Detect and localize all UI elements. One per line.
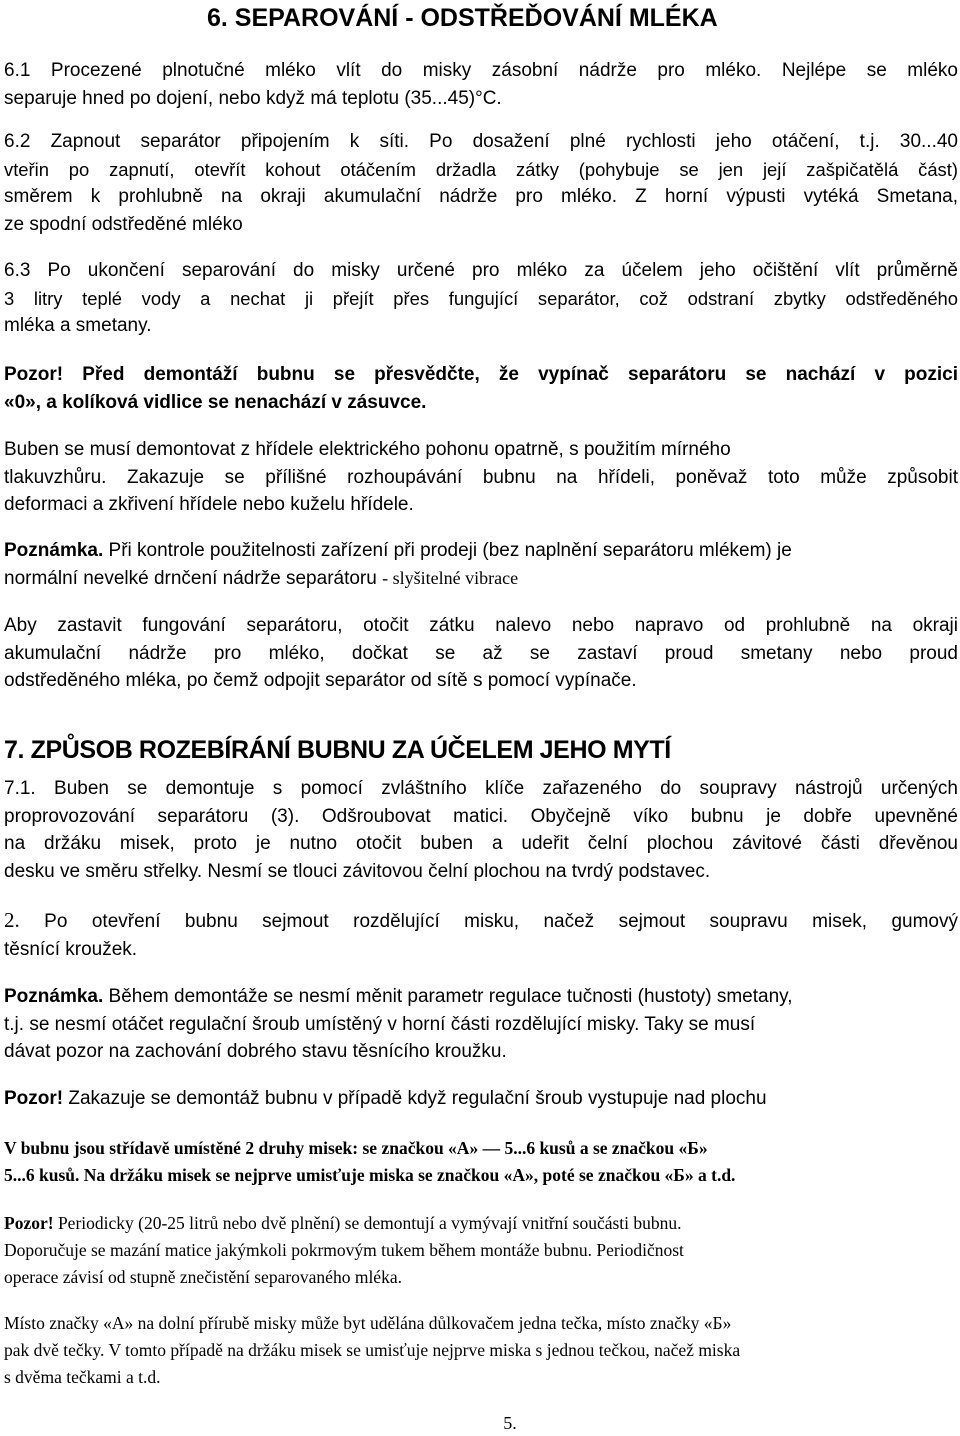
paragraph-7-1 — [4, 775, 958, 885]
paragraph-6-1 — [4, 57, 958, 112]
marks-line-2: pak dvě tečky. V tomto případě na držáku misek se umisťuje nejprve miska s jednou tečkou, načež miska — [4, 1340, 741, 1360]
bowls-line-1: V bubnu jsou střídavě umístěné 2 druhy misek: se značkou «А» — 5...6 kusů a se značkou «Б» — [4, 1138, 708, 1158]
paragraph-dot-marks — [4, 1310, 958, 1391]
note-2-line-2: t.j. se nesmí otáčet regulační šroub umístěný v horní části rozdělující misky. Taky se musí — [4, 1013, 756, 1035]
paragraph-7-2 — [4, 907, 958, 963]
note-2-line-1 — [4, 983, 958, 1011]
warning-2-line — [4, 1085, 958, 1113]
warning-3-text: Periodicky (20-25 litrů nebo dvě plnění) se demontují a vymývají vnitřní součásti bubnu. — [53, 1213, 682, 1233]
stop-line-1: Aby zastavit fungování separátoru, otočit zátku nalevo nebo napravo od prohlubně na okraji — [4, 615, 958, 636]
paragraph-6-2 — [4, 128, 958, 238]
section-7-heading: 7. ZPŮSOB ROZEBÍRÁNÍ BUBNU ZA ÚČELEM JEHO MYTÍ — [4, 736, 671, 764]
note-2 — [4, 983, 958, 1066]
warning-periodic-cleaning — [4, 1210, 958, 1291]
paragraph-7-1-line-1: 7.1. Buben se demontuje s pomocí zvláštního klíče zařazeného do soupravy nástrojů určených — [4, 778, 958, 799]
paragraph-7-1-line-2: proprovozování separátoru (3). Odšroubovat matici. Obyčejně víko bubnu je dobře upevněné — [4, 805, 958, 827]
paragraph-6-3-line-2: 3 litry teplé vody a nechat ji přejít přes fungující separátor, což odstraní zbytky odstředěného — [4, 287, 958, 309]
paragraph-6-1-line-1: 6.1 Procezené plnotučné mléko vlít do misky zásobní nádrže pro mléko. Nejlépe se mléko — [4, 60, 958, 81]
warning-2-label: Pozor! — [4, 1088, 64, 1109]
warning-1-line-1: Pozor! Před demontáží bubnu se přesvědčte, že vypínač separátoru se nachází v pozici — [4, 364, 958, 385]
bowls-line-2: 5...6 kusů. Na držáku misek se nejprve umisťuje miska se značkou «А», poté se značkou «Б» a t.d. — [4, 1165, 736, 1185]
paragraph-stop-operation — [4, 612, 958, 695]
paragraph-6-2-line-4: ze spodní odstředěné mléko — [4, 213, 243, 235]
stop-line-2: akumulační nádrže pro mléko, dočkat se až se zastaví proud smetany nebo proud — [4, 642, 958, 664]
section-6-heading: 6. SEPAROVÁNÍ - ODSTŘEĎOVÁNÍ MLÉKA — [207, 4, 718, 32]
paragraph-drum-removal — [4, 436, 958, 519]
warning-2-text: Zakazuje se demontáž bubnu v případě když regulační šroub vystupuje nad plochu — [63, 1088, 767, 1109]
paragraph-6-3 — [4, 257, 958, 340]
note-2-text: Během demontáže se nesmí měnit parametr regulace tučnosti (hustoty) smetany, — [103, 986, 793, 1007]
paragraph-7-1-line-4: desku ve směru střelky. Nesmí se tlouci závitovou čelní plochou na tvrdý podstavec. — [4, 860, 711, 882]
warning-before-disassembly — [4, 361, 958, 416]
paragraph-6-2-line-1: 6.2 Zapnout separátor připojením k síti. Po dosažení plné rychlosti jeho otáčení, t.j. 30...40 — [4, 131, 958, 152]
note-1-text: Při kontrole použitelnosti zařízení při prodeji (bez naplnění separátoru mlékem) je — [103, 540, 792, 561]
note-1-label: Poznámka. — [4, 540, 104, 561]
note-1 — [4, 537, 958, 592]
note-1-line-2 — [4, 565, 958, 593]
paragraph-6-3-line-1: 6.3 Po ukončení separování do misky určené pro mléko za účelem jeho očištění vlít průměrně — [4, 260, 958, 281]
drum-line-1: Buben se musí demontovat z hřídele elektrického pohonu opatrně, s použitím mírného — [4, 439, 731, 460]
paragraph-6-2-line-2: vteřin po zapnutí, otevřít kohout otáčením držadla zátky (pohybuje se jen její zašpičatělá část) — [4, 158, 958, 180]
paragraph-6-3-line-3: mléka a smetany. — [4, 315, 152, 336]
paragraph-7-1-line-3: na držáku misek, proto je nutno otočit buben a udeřit čelní plochou závitové části dřevěnou — [4, 833, 958, 854]
warning-3-line-1 — [4, 1210, 958, 1237]
marks-line-3: s dvěma tečkami a t.d. — [4, 1367, 161, 1387]
warning-1-line-2: «0», a kolíková vidlice se nenachází v zásuvce. — [4, 391, 427, 413]
paragraph-bowl-types — [4, 1135, 958, 1189]
warning-2 — [4, 1085, 958, 1113]
note-2-label: Poznámka. — [4, 986, 104, 1007]
paragraph-7-2-number: 2. — [4, 908, 20, 932]
page-number: 5. — [503, 1413, 517, 1433]
drum-line-2: tlakuvzhůru. Zakazuje se přílišné rozhoupávání bubnu na hřídeli, poněvaž toto může způsobit — [4, 466, 958, 488]
drum-line-3: deformaci a zkřivení hřídele nebo kuželu hřídele. — [4, 494, 414, 515]
warning-3-line-2: Doporučuje se mazání matice jakýmkoli pokrmovým tukem během montáže bubnu. Periodičnost — [4, 1240, 684, 1260]
paragraph-7-2-text: Po otevření bubnu sejmout rozdělující misku, načež sejmout soupravu misek, gumový — [19, 911, 958, 932]
warning-3-line-3: operace závisí od stupně znečistění separovaného mléka. — [4, 1267, 402, 1287]
note-1-line-1 — [4, 537, 958, 565]
paragraph-7-2-line-1 — [4, 907, 958, 936]
note-1-text-2b: - slyšitelné vibrace — [382, 567, 519, 588]
marks-line-1: Místo značky «А» na dolní přírubě misky může byt udělána důlkovačem jedna tečka, místo značky «Б» — [4, 1313, 732, 1333]
note-1-text-2a: normální nevelké drnčení nádrže separátoru — [4, 567, 383, 589]
paragraph-6-2-line-3: směrem k prohlubně na okraji akumulační nádrže pro mléko. Z horní výpusti vytéká Smetana, — [4, 186, 958, 207]
note-2-line-3: dávat pozor na zachování dobrého stavu těsnícího kroužku. — [4, 1041, 507, 1062]
paragraph-6-1-line-2: separuje hned po dojení, nebo když má teplotu (35...45)°C. — [4, 87, 502, 109]
warning-3-label: Pozor! — [4, 1213, 54, 1233]
paragraph-7-2-line-2: těsnící kroužek. — [4, 938, 138, 960]
stop-line-3: odstředěného mléka, po čemž odpojit separátor od sítě s pomocí vypínače. — [4, 670, 637, 691]
